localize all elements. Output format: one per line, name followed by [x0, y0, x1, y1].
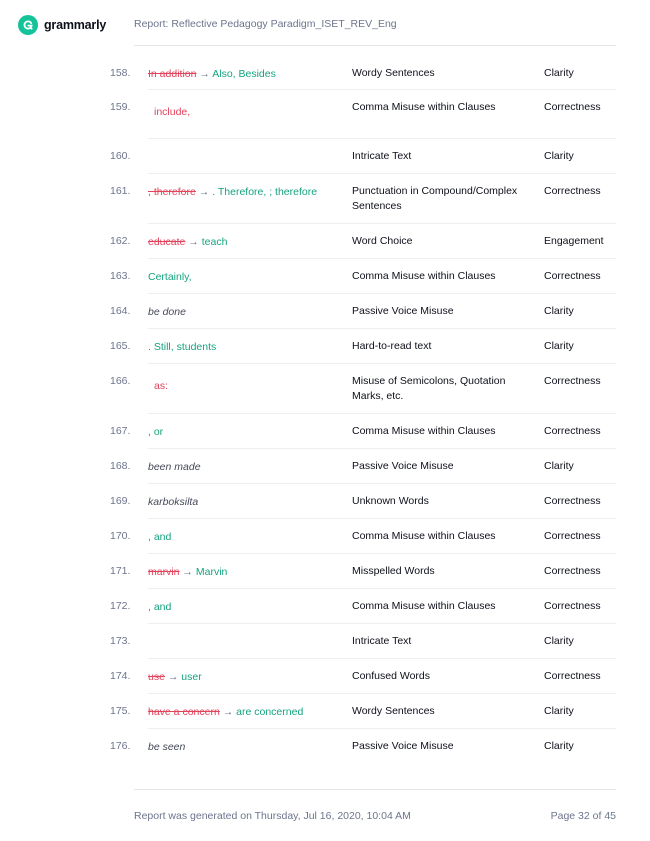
- suggestion-text: [148, 270, 343, 284]
- replacement-text: Certainly,: [148, 271, 192, 283]
- row-number: 162.: [110, 235, 131, 247]
- issue-type: Engagement: [544, 235, 604, 247]
- replacement-text: be seen: [148, 741, 186, 753]
- grammarly-g-icon: [18, 15, 38, 35]
- header-divider: [134, 45, 616, 46]
- table-row: [0, 294, 650, 329]
- issue-category: Word Choice: [352, 235, 413, 247]
- grammarly-logo: [18, 14, 106, 36]
- table-row: [0, 659, 650, 694]
- issue-type: Clarity: [544, 67, 574, 79]
- issue-category: Passive Voice Misuse: [352, 305, 454, 317]
- issue-category: Comma Misuse within Clauses: [352, 600, 496, 612]
- table-row: [0, 56, 650, 90]
- issue-category: Comma Misuse within Clauses: [352, 101, 496, 113]
- issue-type: Clarity: [544, 305, 574, 317]
- arrow-icon: →: [195, 186, 213, 198]
- report-title: Report: Reflective Pedagogy Paradigm_ISET_REV_Eng: [134, 18, 397, 30]
- replacement-text: karboksilta: [148, 496, 199, 508]
- issue-type: Correctness: [544, 185, 601, 197]
- issue-category: Unknown Words: [352, 495, 429, 507]
- replacement-text: teach: [201, 236, 228, 248]
- suggestion-text: [148, 425, 343, 439]
- issue-category: Passive Voice Misuse: [352, 740, 454, 752]
- row-number: 160.: [110, 150, 131, 162]
- replacement-text: , and: [148, 531, 172, 543]
- row-number: 173.: [110, 635, 131, 647]
- original-text: educate: [148, 236, 186, 248]
- table-row: [0, 329, 650, 364]
- logo-text: grammarly: [44, 18, 107, 32]
- issue-type: Clarity: [544, 460, 574, 472]
- row-number: 158.: [110, 67, 131, 79]
- suggestion-text: [148, 705, 343, 719]
- table-row: [0, 519, 650, 554]
- arrow-icon: →: [196, 68, 213, 80]
- row-number: 169.: [110, 495, 131, 507]
- table-row: [0, 224, 650, 259]
- suggestion-text: [148, 185, 343, 199]
- issue-type: Correctness: [544, 600, 601, 612]
- issue-category: Intricate Text: [352, 635, 412, 647]
- row-number: 159.: [110, 101, 131, 113]
- issue-category: Wordy Sentences: [352, 705, 435, 717]
- suggestion-text: [148, 460, 343, 474]
- page-number: Page 32 of 45: [550, 810, 616, 822]
- replacement-text: Marvin: [195, 566, 228, 578]
- issue-type: Correctness: [544, 375, 601, 387]
- issue-category: Confused Words: [352, 670, 431, 682]
- suggestion-text: [148, 67, 343, 81]
- suggestion-text: [154, 105, 349, 119]
- row-number: 165.: [110, 340, 131, 352]
- original-text: use: [148, 671, 165, 683]
- row-number: 171.: [110, 565, 131, 577]
- row-number: 172.: [110, 600, 131, 612]
- suggestion-text: [154, 379, 349, 393]
- issue-type: Correctness: [544, 530, 601, 542]
- replacement-text: , and: [148, 601, 172, 613]
- issue-type: Correctness: [544, 101, 601, 113]
- row-number: 167.: [110, 425, 131, 437]
- issue-type: Clarity: [544, 340, 574, 352]
- issue-type: Clarity: [544, 705, 574, 717]
- row-number: 166.: [110, 375, 131, 387]
- table-row: [0, 259, 650, 294]
- original-text: In addition: [148, 68, 197, 80]
- issue-category: Passive Voice Misuse: [352, 460, 454, 472]
- suggestion-text: [148, 600, 343, 614]
- issue-category: Misuse of Semicolons, Quotation Marks, etc.: [352, 375, 506, 402]
- suggestion-text: [148, 305, 343, 319]
- table-row: [0, 554, 650, 589]
- suggestion-text: [148, 740, 343, 754]
- replacement-text: Also, Besides: [212, 68, 276, 80]
- suggestion-text: [148, 565, 343, 579]
- suggestion-text: [148, 235, 343, 249]
- row-number: 174.: [110, 670, 131, 682]
- row-number: 164.: [110, 305, 131, 317]
- table-row: [0, 484, 650, 519]
- issue-category: Wordy Sentences: [352, 67, 435, 79]
- suggestion-text: [148, 495, 343, 509]
- table-row: [0, 589, 650, 624]
- arrow-icon: →: [164, 671, 182, 683]
- table-row: [0, 90, 650, 139]
- issue-type: Clarity: [544, 150, 574, 162]
- report-generated-text: Report was generated on Thursday, Jul 16, 2020, 10:04 AM: [134, 810, 411, 822]
- replacement-text: , or: [148, 426, 164, 438]
- issue-type: Correctness: [544, 270, 601, 282]
- original-text: have a concern: [148, 706, 220, 718]
- table-row: [0, 414, 650, 449]
- original-text: marvin: [148, 566, 180, 578]
- table-row: [0, 449, 650, 484]
- row-number: 163.: [110, 270, 131, 282]
- issue-type: Correctness: [544, 495, 601, 507]
- table-row: [0, 139, 650, 174]
- replacement-text: as:: [154, 380, 169, 392]
- issue-type: Clarity: [544, 635, 574, 647]
- issue-type: Correctness: [544, 425, 601, 437]
- issue-type: Clarity: [544, 740, 574, 752]
- row-number: 161.: [110, 185, 131, 197]
- table-row: [0, 624, 650, 659]
- issue-category: Punctuation in Compound/Complex Sentences: [352, 185, 518, 212]
- replacement-text: . Still, students: [148, 341, 217, 353]
- report-header: [0, 0, 650, 46]
- issue-category: Hard-to-read text: [352, 340, 432, 352]
- row-number: 168.: [110, 460, 131, 472]
- arrow-icon: →: [185, 236, 202, 248]
- replacement-text: user: [181, 671, 202, 683]
- table-row: [0, 729, 650, 764]
- issue-category: Comma Misuse within Clauses: [352, 270, 496, 282]
- row-number: 175.: [110, 705, 131, 717]
- row-number: 170.: [110, 530, 131, 542]
- issue-category: Comma Misuse within Clauses: [352, 530, 496, 542]
- replacement-text: be done: [148, 306, 186, 318]
- table-row: [0, 364, 650, 414]
- table-row: [0, 174, 650, 224]
- replacement-text: been made: [148, 461, 201, 473]
- issue-category: Comma Misuse within Clauses: [352, 425, 496, 437]
- footer-divider: [134, 789, 616, 790]
- issue-type: Correctness: [544, 670, 601, 682]
- replacement-text: are concerned: [236, 706, 304, 718]
- original-text: , therefore: [148, 186, 196, 198]
- suggestion-text: [148, 530, 343, 544]
- replacement-text: include,: [154, 106, 191, 118]
- issue-category: Misspelled Words: [352, 565, 435, 577]
- arrow-icon: →: [179, 566, 196, 578]
- table-row: [0, 694, 650, 729]
- issue-category: Intricate Text: [352, 150, 412, 162]
- arrow-icon: →: [219, 706, 237, 718]
- row-number: 176.: [110, 740, 131, 752]
- issue-type: Correctness: [544, 565, 601, 577]
- suggestion-text: [148, 340, 343, 354]
- suggestion-text: [148, 670, 343, 684]
- replacement-text: . Therefore, ; therefore: [212, 186, 318, 198]
